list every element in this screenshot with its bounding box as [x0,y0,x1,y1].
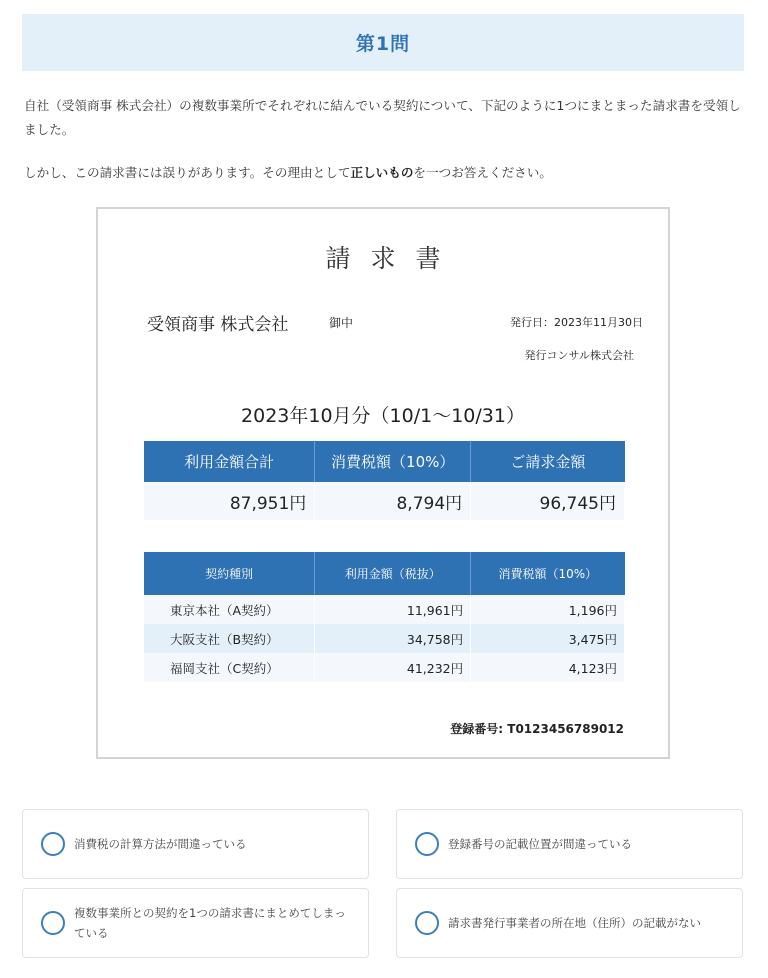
contract-amount: 41,232円 [315,653,471,682]
summary-table [144,441,625,520]
prompt-before: しかし、この請求書には誤りがあります。その理由として [24,165,351,180]
answer-option-label: 消費税の計算方法が間違っている [74,837,247,851]
table-row [144,595,625,624]
invoice-honorific: 御中 [329,316,354,330]
answer-option-2[interactable] [396,809,743,879]
answer-option-label: 請求書発行事業者の所在地（住所）の記載がない [448,916,701,930]
invoice-title: 請求書 [325,244,461,273]
answer-option-4[interactable] [396,888,743,958]
invoice-issue-date: 発行日：2023年11月30日 [510,316,643,329]
prompt-emphasis: 正しいもの [350,165,414,180]
answer-option-1[interactable] [22,809,369,879]
summary-header-subtotal: 利用金額合計 [144,441,315,482]
radio-circle-icon[interactable] [415,832,439,856]
detail-header-tax: 消費税額（10%） [471,552,625,595]
summary-value-row [144,482,625,520]
question-header [22,14,744,71]
registration-number: 登録番号: T0123456789012 [450,722,624,736]
summary-total: 96,745円 [471,482,625,520]
summary-header-total: ご請求金額 [471,441,625,482]
contract-name: 東京本社（A契約） [144,595,315,624]
radio-circle-icon[interactable] [415,911,439,935]
radio-circle-icon[interactable] [41,832,65,856]
invoice-issuer: 発行コンサル株式会社 [524,349,634,362]
summary-subtotal: 87,951円 [144,482,315,520]
detail-header-amount: 利用金額（税抜） [315,552,471,595]
contract-amount: 34,758円 [315,624,471,653]
summary-tax: 8,794円 [315,482,471,520]
summary-header-tax: 消費税額（10%） [315,441,471,482]
summary-header-row [144,441,625,482]
radio-circle-icon[interactable] [41,911,65,935]
contract-name: 大阪支社（B契約） [144,624,315,653]
contract-name: 福岡支社（C契約） [144,653,315,682]
invoice-document [96,207,670,759]
question-title: 第1問 [355,33,411,55]
table-row [144,624,625,653]
answer-option-label: 登録番号の記載位置が間違っている [448,837,632,851]
detail-header-contract: 契約種別 [144,552,315,595]
contract-amount: 11,961円 [315,595,471,624]
prompt-after: を一つお答えください。 [413,165,552,180]
contract-tax: 4,123円 [471,653,625,682]
contract-tax: 1,196円 [471,595,625,624]
answer-option-3[interactable] [22,888,369,958]
question-intro: 自社（受領商事 株式会社）の複数事業所でそれぞれに結んでいる契約について、下記のように1つにまとまった請求書を受領しました。 [24,98,741,137]
answer-option-label: 複数事業所との契約を1つの請求書にまとめてしまっている [74,906,346,940]
table-row [144,653,625,682]
invoice-recipient: 受領商事 株式会社 [147,315,289,335]
contract-tax: 3,475円 [471,624,625,653]
invoice-period: 2023年10月分（10/1〜10/31） [241,405,525,427]
detail-table [144,552,625,682]
question-prompt [24,161,748,185]
detail-header-row [144,552,625,595]
